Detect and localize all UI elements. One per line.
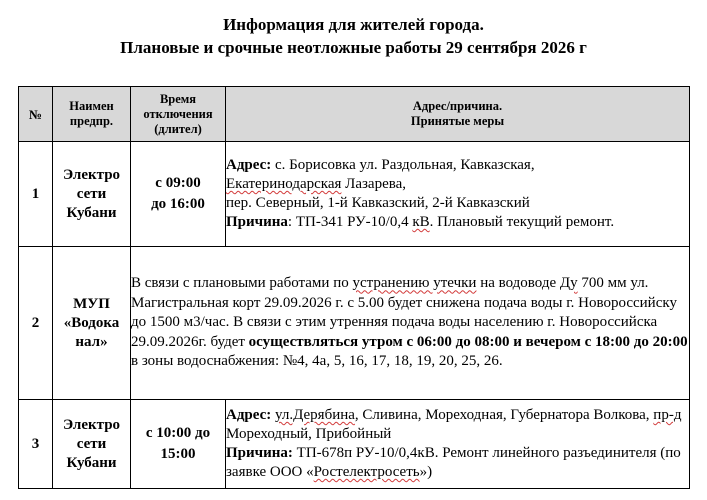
address-line: пер. Северный, 1-й Кавказский, 2-й Кавказский — [226, 195, 530, 211]
row-notice-text — [131, 247, 690, 400]
row-organization: Электро сети Кубани — [53, 142, 131, 247]
table-row — [19, 247, 690, 400]
reason-text: кВ — [412, 214, 430, 230]
address-text: с. Борисовка ул. Раздольная, Кавказская, — [271, 157, 535, 173]
address-line — [226, 175, 689, 194]
time-to: 15:00 — [160, 446, 196, 462]
header-address — [226, 87, 690, 142]
header-num: № — [19, 87, 53, 142]
reason-text: ») — [419, 464, 433, 480]
table-header-row — [19, 87, 690, 142]
title-line-1: Информация для жителей города. — [223, 15, 484, 34]
row-time — [131, 142, 226, 247]
reason-line — [226, 213, 689, 232]
address-text: пр-д — [653, 407, 682, 423]
address-text: Екатеринодарская — [226, 176, 342, 192]
notice-text: на водоводе — [476, 275, 560, 292]
outage-table — [18, 86, 690, 489]
reason-label: Причина: — [226, 445, 293, 461]
page-title — [0, 13, 707, 59]
header-address-line-1: Адрес/причина. — [412, 99, 503, 113]
address-text: ул.Дерябина — [275, 407, 355, 423]
address-line — [226, 406, 689, 444]
header-org: Наимен предпр. — [53, 87, 131, 142]
title-line-2: Плановые и срочные неотложные работы 29 сентября 2026 г — [120, 38, 587, 57]
row-address-reason — [226, 142, 690, 247]
row-number: 2 — [19, 247, 53, 400]
time-from: с 10:00 до — [145, 425, 211, 441]
address-label: Адрес: — [226, 407, 272, 423]
reason-text: ТП-678п РУ-10/0,4кВ. Ремонт линейного разъединителя (по заявке ООО « — [226, 445, 681, 480]
time-to: до 16:00 — [151, 196, 205, 212]
reason-text: . Плановый текущий ремонт. — [429, 214, 615, 230]
row-number: 1 — [19, 142, 53, 247]
time-from: с 09:00 — [155, 175, 201, 191]
notice-text: устранению утечки — [352, 275, 477, 292]
table-row — [19, 400, 690, 489]
notice-text: В связи с плановыми работами по — [131, 275, 353, 292]
row-organization: МУП «Водока нал» — [53, 247, 131, 400]
notice-text: в зоны водоснабжения: №4, 4а, 5, 16, 17, 18, 19, 20, 25, 26. — [131, 353, 503, 370]
address-text: Мореходный, Прибойный — [226, 426, 392, 442]
row-number: 3 — [19, 400, 53, 489]
reason-text: : ТП-341 РУ-10/0,4 — [287, 214, 413, 230]
notice-schedule: осуществляться утром с 06:00 до 08:00 и вечером с 18:00 до 20:00 — [248, 333, 688, 350]
reason-line — [226, 444, 689, 482]
table-row — [19, 142, 690, 247]
notice-text: Ду — [559, 275, 578, 292]
row-address-reason — [226, 400, 690, 489]
header-time: Время отключения (длител) — [131, 87, 226, 142]
address-text: , Сливина, Мореходная, Губернатора Волкова, — [354, 407, 654, 423]
row-time — [131, 400, 226, 489]
address-text: Лазарева, — [341, 176, 407, 192]
header-address-line-2: Принятые меры — [410, 114, 505, 128]
reason-label: Причина — [226, 214, 288, 230]
address-label: Адрес: — [226, 157, 272, 173]
address-line — [226, 156, 689, 175]
row-organization: Электро сети Кубани — [53, 400, 131, 489]
notice-text: 700 мм ул. Магистральная корт 29.09.2026 г. с 5.00 будет снижена подача воды г. Новороссийску до 1500 м3/час. В связи с этим утренняя подача воды населению г. Новороссийска 29.09.2026г. будет — [131, 275, 677, 350]
reason-text: Ростелектросеть — [313, 464, 420, 480]
